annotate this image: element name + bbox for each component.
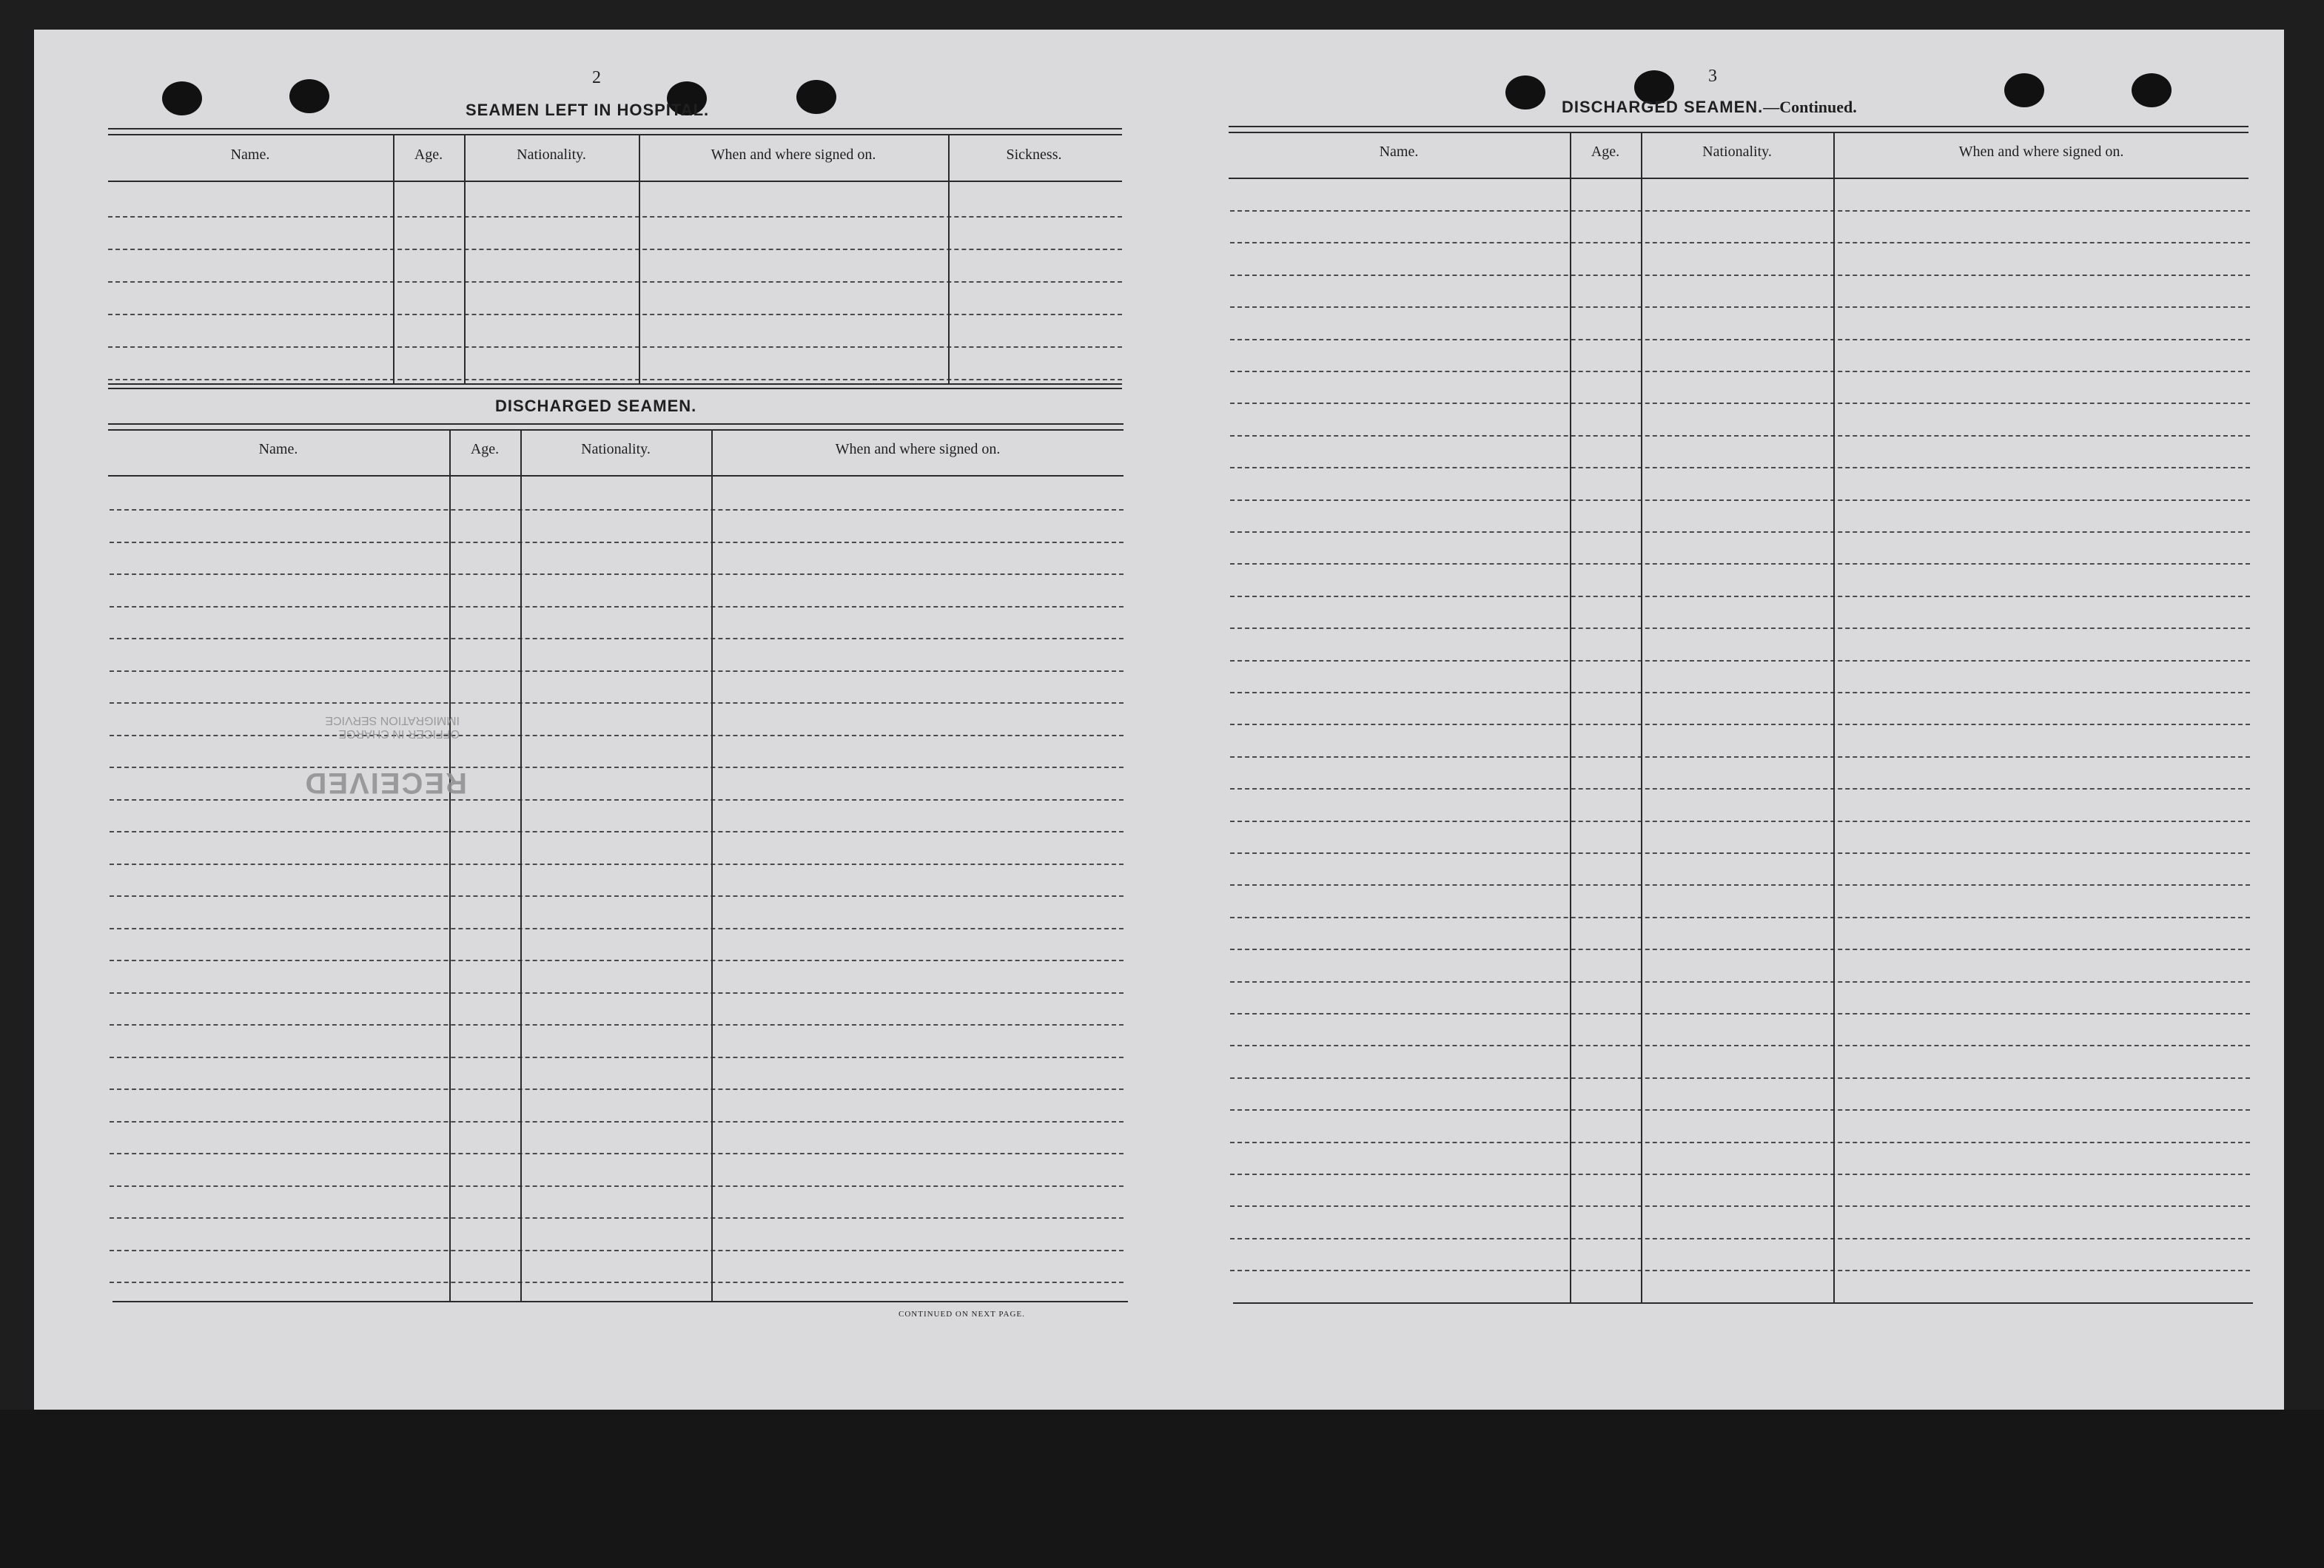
column-divider [948, 134, 950, 385]
punch-hole [1505, 75, 1545, 110]
column-header-age: Age. [1591, 144, 1620, 160]
column-divider [639, 134, 640, 385]
table-row-line [110, 960, 1124, 961]
table-row-line [110, 1121, 1124, 1123]
table-row-line [110, 509, 1124, 511]
table-row-line [110, 831, 1124, 832]
discharged-section-title: DISCHARGED SEAMEN. [495, 397, 697, 415]
title-main: DISCHARGED SEAMEN. [1562, 98, 1764, 116]
table-row-line [1230, 692, 2250, 693]
punch-hole [2132, 73, 2172, 107]
table-rule [112, 1301, 1128, 1302]
table-row-line [1230, 467, 2250, 468]
punch-hole [289, 79, 329, 113]
column-divider [393, 134, 394, 385]
table-row-line [110, 702, 1124, 704]
table-row-line [1230, 1205, 2250, 1207]
table-row-line [1230, 275, 2250, 276]
table-row-line [1230, 949, 2250, 950]
table-row-line [1230, 884, 2250, 886]
column-header-nationality: Nationality. [1702, 144, 1772, 160]
column-header-age: Age. [470, 441, 500, 457]
table-row-line [110, 1088, 1124, 1090]
table-rule [1229, 126, 2249, 127]
column-header-nationality: Nationality. [517, 147, 586, 163]
table-row-line [110, 1057, 1124, 1058]
table-rule [1233, 1302, 2253, 1304]
title-suffix: —Continued. [1763, 98, 1857, 116]
table-row-line [1230, 1270, 2250, 1271]
discharged-continued-title [1562, 98, 1857, 117]
table-row-line [108, 249, 1122, 250]
table-row-line [110, 864, 1124, 865]
table-row-line [110, 606, 1124, 608]
table-row-line [1230, 660, 2250, 662]
table-row-line [110, 670, 1124, 672]
table-row-line [110, 1250, 1124, 1251]
table-row-line [110, 799, 1124, 801]
table-rule [108, 429, 1124, 431]
column-header-name: Name. [230, 147, 270, 163]
table-row-line [1230, 724, 2250, 725]
table-row-line [1230, 1013, 2250, 1015]
column-header-name: Name. [258, 441, 298, 457]
page-number: 2 [592, 68, 601, 87]
register-sheet [34, 30, 2284, 1410]
stamp-line [325, 713, 460, 740]
table-row-line [110, 1217, 1124, 1219]
column-divider [520, 429, 522, 1301]
table-rule [108, 134, 1122, 135]
table-row-line [1230, 306, 2250, 308]
table-row-line [1230, 1077, 2250, 1079]
table-row-line [110, 1153, 1124, 1154]
table-row-line [108, 346, 1122, 348]
table-row-line [1230, 917, 2250, 918]
table-row-line [1230, 981, 2250, 983]
table-row-line [1230, 821, 2250, 822]
table-row-line [1230, 371, 2250, 372]
table-row-line [1230, 1142, 2250, 1143]
table-row-line [1230, 788, 2250, 790]
column-header-nationality: Nationality. [581, 441, 651, 457]
table-rule [108, 383, 1122, 385]
table-rule [108, 128, 1122, 129]
table-row-line [1230, 596, 2250, 597]
page-number: 3 [1708, 67, 1717, 86]
table-row-line [1230, 531, 2250, 533]
received-stamp [297, 666, 474, 799]
column-header-name: Name. [1379, 144, 1419, 160]
table-row-line [108, 379, 1122, 380]
column-divider [449, 429, 451, 1301]
column-divider [1641, 132, 1642, 1302]
table-row-line [1230, 499, 2250, 501]
table-row-line [108, 216, 1122, 218]
table-row-line [110, 1185, 1124, 1187]
table-row-line [1230, 852, 2250, 854]
table-rule [108, 423, 1124, 425]
table-row-line [110, 1024, 1124, 1026]
table-row-line [1230, 210, 2250, 212]
column-divider [1833, 132, 1835, 1302]
table-row-line [1230, 627, 2250, 629]
column-divider [1570, 132, 1571, 1302]
column-header-signed-on: When and where signed on. [835, 441, 1001, 457]
column-header-age: Age. [414, 147, 443, 163]
stamp-line-1: OFFICER IN CHARGE [338, 727, 460, 740]
table-row-line [1230, 756, 2250, 758]
table-row-line [1230, 242, 2250, 243]
table-row-line [110, 1282, 1124, 1283]
column-header-signed-on: When and where signed on. [711, 147, 876, 163]
column-header-sickness: Sickness. [1006, 147, 1062, 163]
punch-hole [2004, 73, 2044, 107]
table-row-line [108, 281, 1122, 283]
column-divider [464, 134, 466, 385]
column-divider [711, 429, 713, 1301]
column-header-signed-on: When and where signed on. [1958, 144, 2124, 160]
table-rule [1229, 132, 2249, 133]
table-row-line [110, 573, 1124, 575]
table-row-line [110, 542, 1124, 543]
punch-hole [796, 80, 836, 114]
scan-background [0, 1410, 2324, 1568]
table-row-line [1230, 1238, 2250, 1239]
table-row-line [110, 735, 1124, 736]
table-rule [108, 388, 1122, 389]
table-row-line [1230, 563, 2250, 565]
table-row-line [1230, 1174, 2250, 1175]
table-row-line [110, 767, 1124, 768]
table-row-line [108, 314, 1122, 315]
table-row-line [110, 895, 1124, 897]
header-underline [108, 475, 1124, 477]
stamp-word: RECEIVED [303, 767, 467, 799]
header-underline [1229, 178, 2249, 179]
table-row-line [1230, 435, 2250, 437]
table-row-line [1230, 1109, 2250, 1111]
table-row-line [1230, 1045, 2250, 1046]
hospital-section-title: SEAMEN LEFT IN HOSPITAL. [466, 101, 710, 119]
stamp-line-2: IMMIGRATION SERVICE [325, 714, 460, 727]
punch-hole [162, 81, 202, 115]
table-row-line [1230, 403, 2250, 404]
continued-note: CONTINUED ON NEXT PAGE. [899, 1310, 1025, 1319]
table-row-line [110, 992, 1124, 994]
header-underline [108, 181, 1122, 182]
table-row-line [110, 928, 1124, 929]
table-row-line [110, 638, 1124, 639]
table-row-line [1230, 339, 2250, 340]
